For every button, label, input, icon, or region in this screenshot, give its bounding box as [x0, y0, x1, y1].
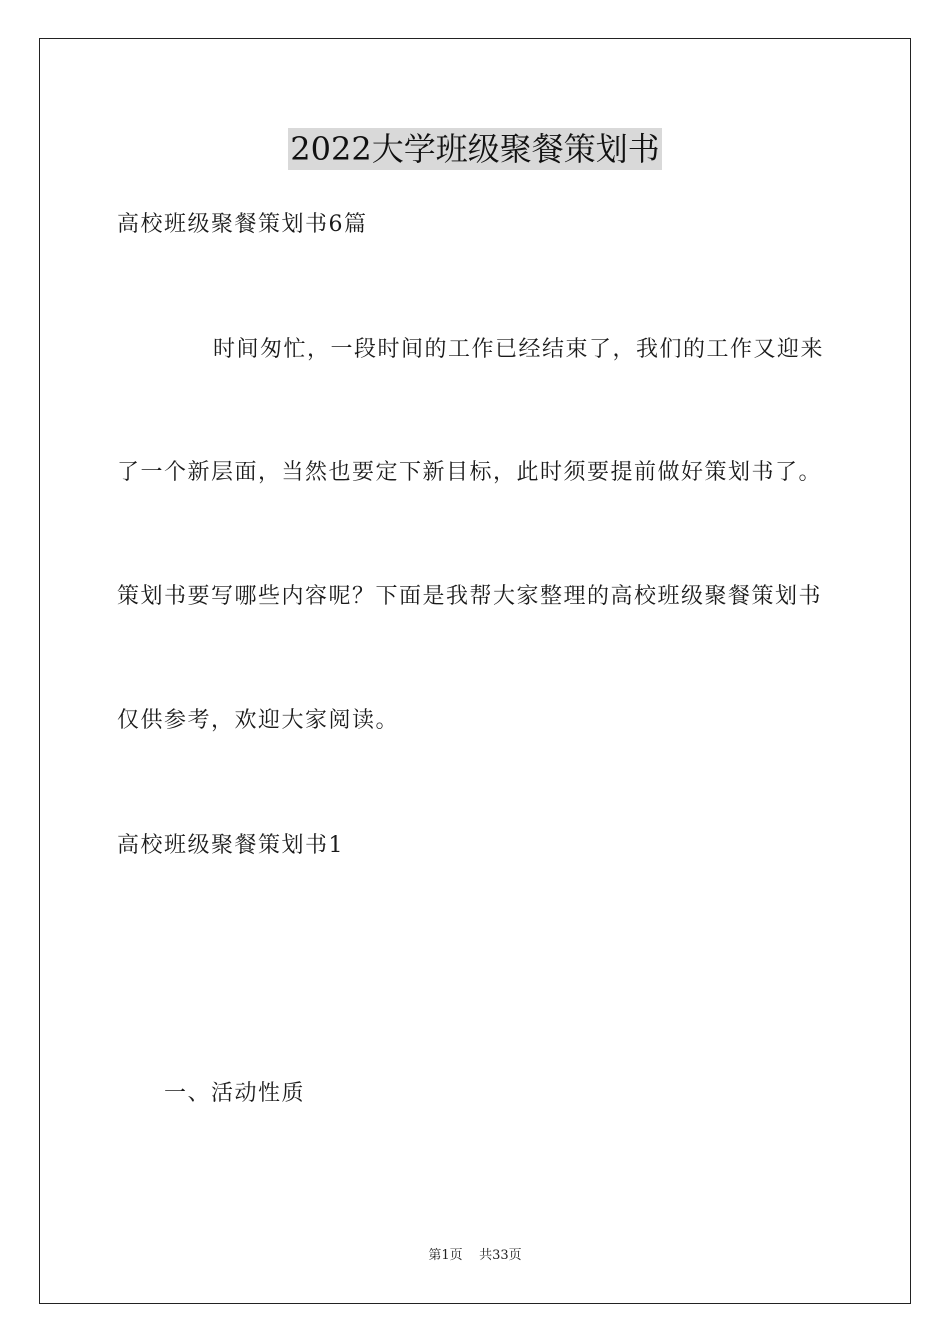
- heading-activity-nature: 一、活动性质: [164, 1081, 306, 1106]
- page-total: 共33页: [479, 1248, 522, 1263]
- section-title: 高校班级聚餐策划书1: [117, 833, 344, 858]
- document-subtitle: 高校班级聚餐策划书6篇: [117, 212, 368, 237]
- page-number: 第1页: [428, 1248, 463, 1263]
- paragraph-line-3: 策划书要写哪些内容呢？下面是我帮大家整理的高校班级聚餐策划书: [117, 584, 823, 609]
- paragraph-line-1: 时间匆忙，一段时间的工作已经结束了，我们的工作又迎来: [213, 337, 825, 362]
- paragraph-line-4: 仅供参考，欢迎大家阅读。: [117, 708, 400, 733]
- paragraph-line-2: 了一个新层面，当然也要定下新目标，此时须要提前做好策划书了。: [117, 460, 823, 485]
- page-footer: [0, 1247, 950, 1265]
- document-title: 2022大学班级聚餐策划书: [290, 130, 660, 168]
- title-container: [0, 128, 950, 170]
